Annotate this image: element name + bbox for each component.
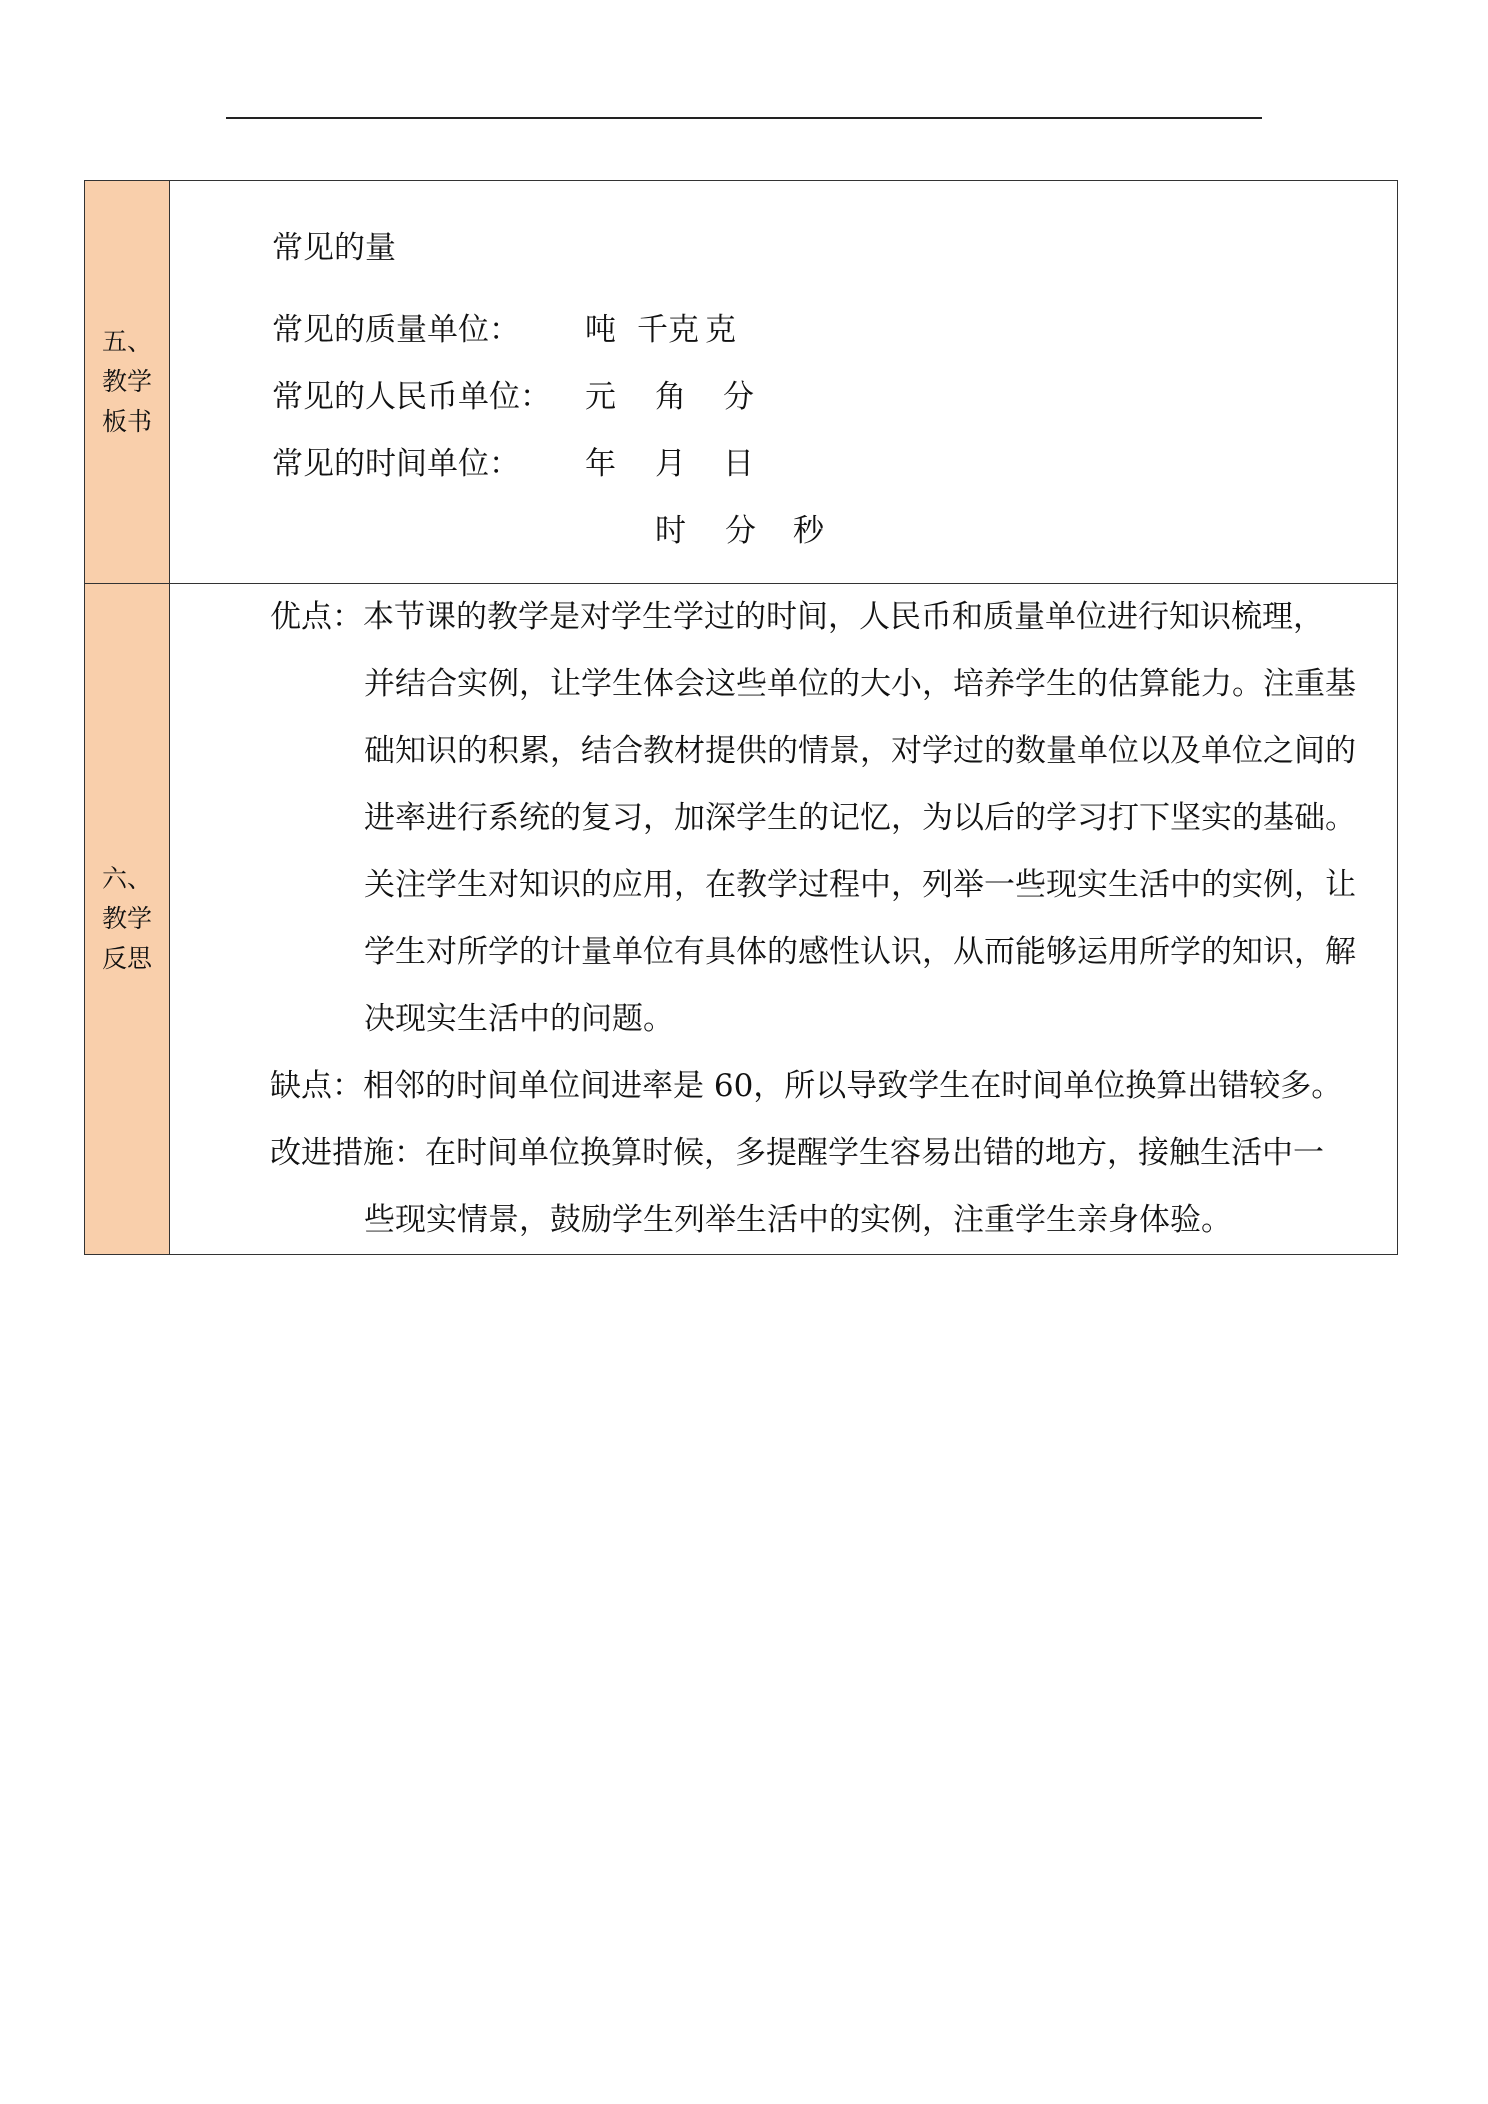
table-row-board: [85, 181, 1398, 584]
unit: 千克: [637, 312, 699, 348]
reflection-line: 些现实情景，鼓励学生列举生活中的实例，注重学生亲身体验。: [364, 1202, 1232, 1238]
reflection-line: 决现实生活中的问题。: [364, 1001, 674, 1037]
board-content: [170, 199, 1397, 565]
reflection-line: 学生对所学的计量单位有具体的感性认识，从而能够运用所学的知识，解: [364, 934, 1356, 970]
unit: 秒: [793, 513, 824, 549]
unit-line-label: 常见的人民币单位：: [272, 379, 551, 415]
unit: 角: [655, 379, 686, 415]
header-rule: [226, 117, 1262, 119]
reflection-line: 改进措施：在时间单位换算时候，多提醒学生容易出错的地方，接触生活中一: [270, 1135, 1324, 1171]
unit-line-label: 常见的质量单位：: [272, 312, 520, 348]
table-row-reflection: [85, 584, 1398, 1255]
unit: 月: [655, 446, 686, 482]
reflection-line: 关注学生对知识的应用，在教学过程中，列举一些现实生活中的实例，让: [364, 867, 1356, 903]
board-title: 常见的量: [272, 230, 396, 266]
unit-line-label: 常见的时间单位：: [272, 446, 520, 482]
unit-line-mass: [272, 297, 1397, 364]
unit: 吨: [585, 312, 616, 348]
section-header-reflection: [85, 584, 170, 1255]
section-header-board: [85, 181, 170, 584]
unit-line-time: [272, 431, 1397, 498]
unit: 日: [723, 446, 754, 482]
lesson-plan-table: [84, 180, 1398, 1255]
unit: 克: [705, 312, 736, 348]
reflection-content: [170, 584, 1397, 1254]
unit: 分: [723, 379, 754, 415]
reflection-line: 缺点：相邻的时间单位间进率是 60，所以导致学生在时间单位换算出错较多。: [270, 1068, 1343, 1104]
unit: 元: [585, 379, 616, 415]
header-line: 五、: [101, 327, 152, 356]
header-line: 六、: [101, 864, 152, 893]
unit: 分: [725, 513, 756, 549]
unit-line-currency: [272, 364, 1397, 431]
reflection-line: 优点：本节课的教学是对学生学过的时间，人民币和质量单位进行知识梳理，: [270, 599, 1324, 635]
header-line: 教学: [101, 367, 152, 396]
header-line: 反思: [101, 944, 152, 973]
board-content-cell: [170, 181, 1398, 584]
unit: 年: [585, 446, 616, 482]
unit: 时: [655, 513, 686, 549]
reflection-line: 进率进行系统的复习，加深学生的记忆，为以后的学习打下坚实的基础。: [364, 800, 1356, 836]
reflection-line: 并结合实例，让学生体会这些单位的大小，培养学生的估算能力。注重基: [364, 666, 1356, 702]
header-line: 教学: [101, 904, 152, 933]
header-line: 板书: [101, 407, 152, 436]
indent-spacer: [272, 498, 655, 565]
reflection-line: 础知识的积累，结合教材提供的情景，对学过的数量单位以及单位之间的: [364, 733, 1356, 769]
unit-line-time-extra: [272, 498, 1397, 565]
reflection-content-cell: [170, 584, 1398, 1255]
